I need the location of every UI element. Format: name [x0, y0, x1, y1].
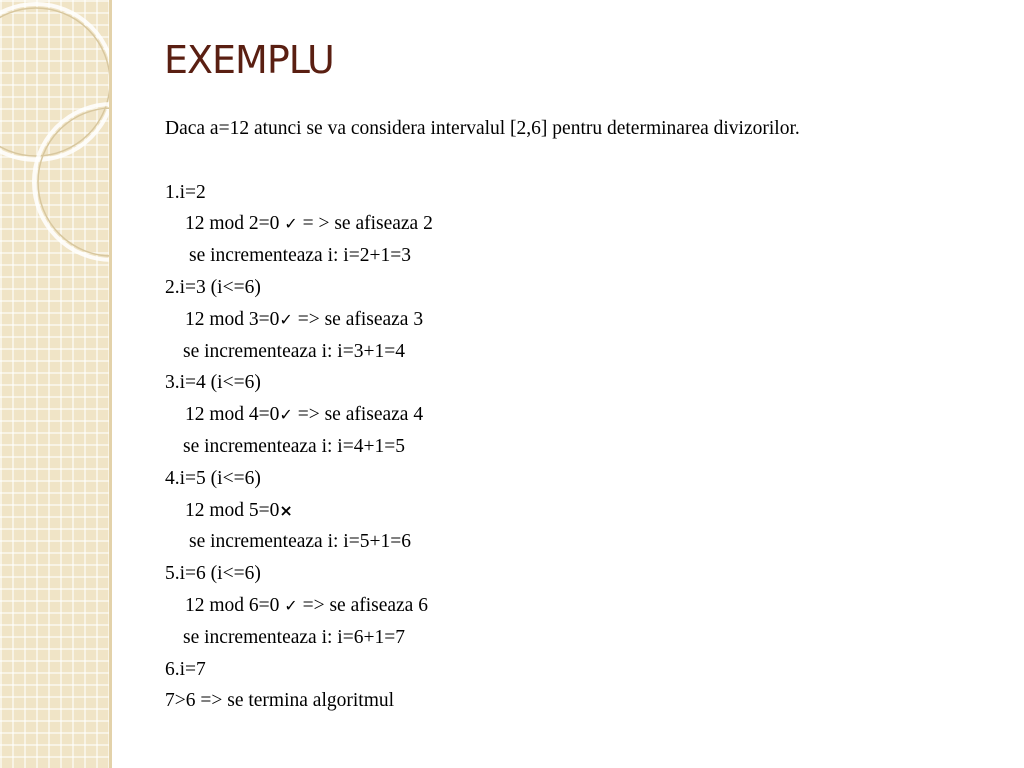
slide-title: EXEMPLU	[164, 38, 334, 82]
step-increment: se incrementeaza i: i=4+1=5	[183, 435, 405, 457]
step-check-line	[165, 304, 985, 336]
step-header: 4.i=5 (i<=6)	[165, 467, 261, 489]
step-check-line	[165, 495, 985, 527]
step-increment: se incrementeaza i: i=6+1=7	[183, 626, 405, 648]
slide-body	[165, 113, 985, 717]
step-check-line	[165, 208, 985, 240]
step-increment: se incrementeaza i: i=2+1=3	[189, 245, 411, 267]
step-header: 6.i=7	[165, 658, 206, 680]
step-check-text: 12 mod 3=0	[185, 308, 280, 330]
blank-line	[165, 145, 985, 177]
check-icon: ✓	[284, 595, 298, 615]
step-result-text: => se afiseaza 6	[297, 594, 428, 616]
check-icon: ✓	[279, 309, 293, 329]
circle-ornament	[0, 0, 112, 768]
step-increment: se incrementeaza i: i=5+1=6	[189, 531, 411, 553]
check-icon: ✓	[284, 214, 298, 234]
step-result-text: => se afiseaza 3	[292, 308, 424, 330]
sidebar-edge	[109, 0, 112, 768]
step-check-text: 12 mod 2=0	[185, 213, 285, 235]
step-result-text: => se afiseaza 4	[292, 404, 424, 426]
intro-text: Daca a=12 atunci se va considera intervalul [2,6] pentru determinarea divizorilor.	[165, 118, 800, 139]
decorative-sidebar	[0, 0, 112, 768]
step-header: 5.i=6 (i<=6)	[165, 563, 261, 585]
step-check-text: 12 mod 4=0	[185, 404, 280, 426]
step-check-text: 12 mod 6=0	[185, 594, 285, 616]
step-header: 2.i=3 (i<=6)	[165, 276, 261, 298]
algorithm-end: 7>6 => se termina algoritmul	[165, 690, 395, 712]
step-check-text: 12 mod 5=0	[185, 499, 280, 521]
cross-icon: ×	[279, 500, 293, 520]
step-increment: se incrementeaza i: i=3+1=4	[183, 340, 405, 362]
step-header: 3.i=4 (i<=6)	[165, 372, 261, 394]
step-check-line	[165, 590, 985, 622]
step-result-text: = > se afiseaza 2	[297, 213, 433, 235]
check-icon: ✓	[279, 405, 293, 425]
step-check-line	[165, 399, 985, 431]
step-header: 1.i=2	[165, 181, 206, 203]
